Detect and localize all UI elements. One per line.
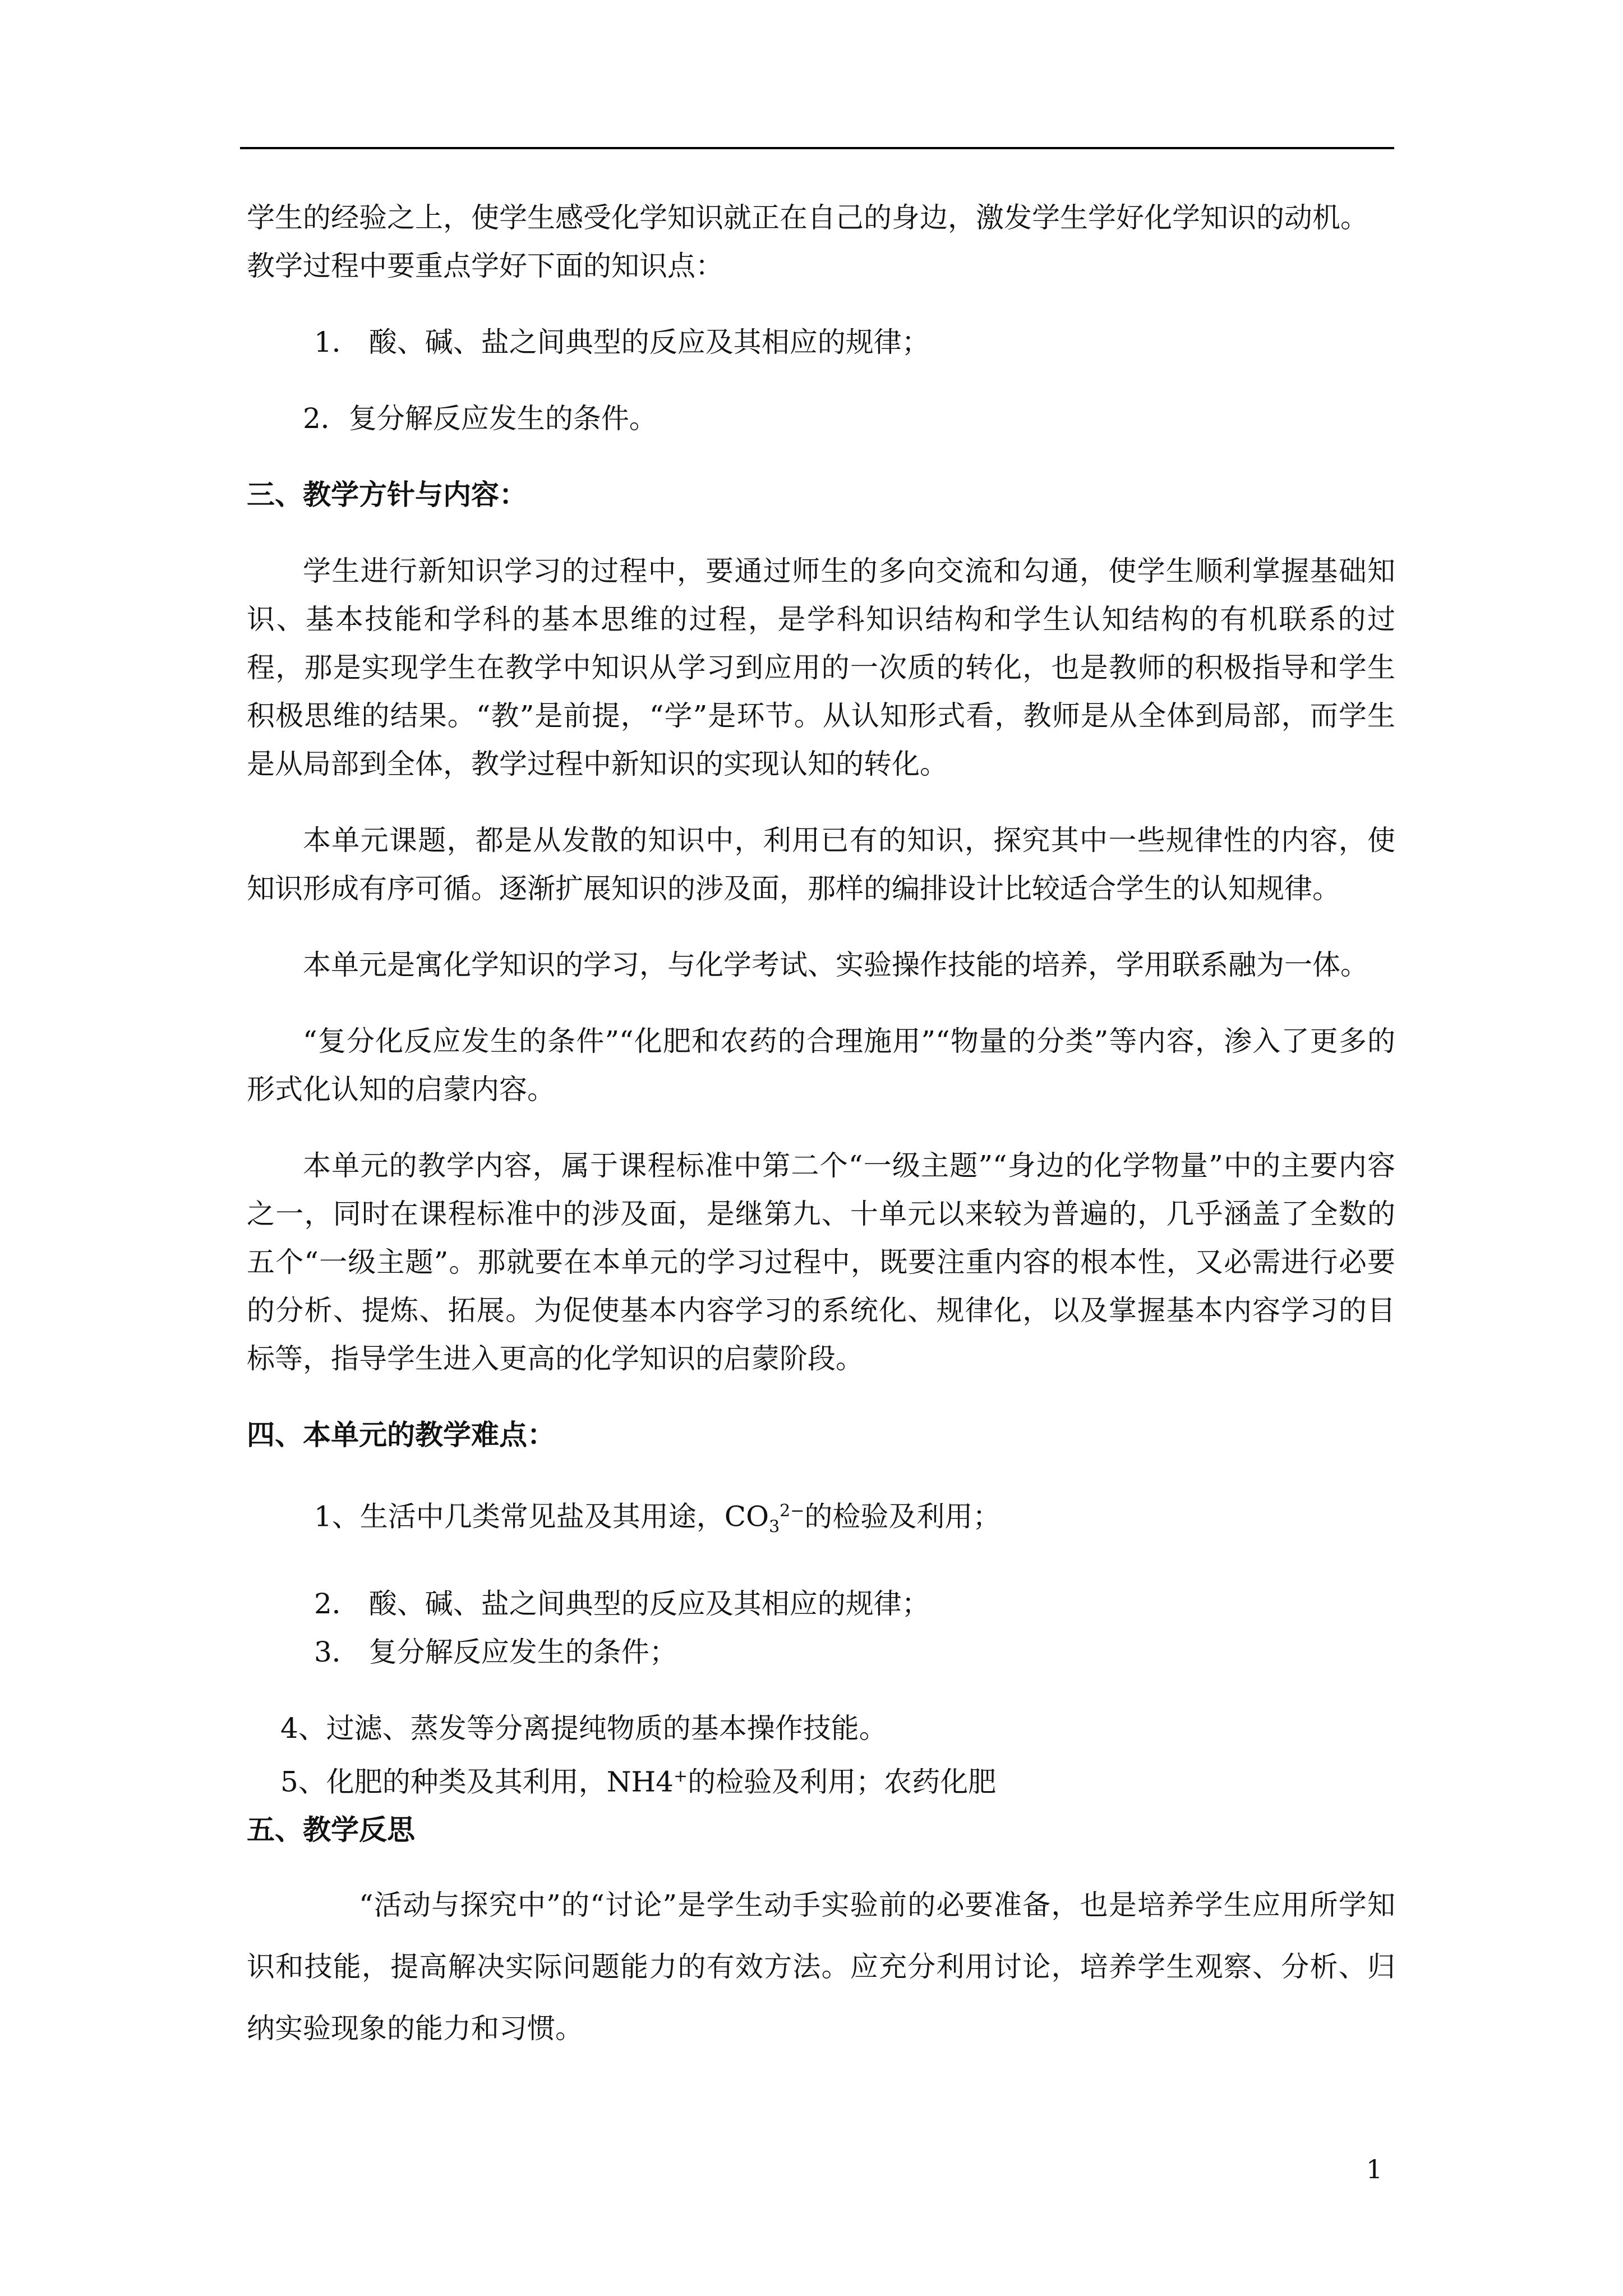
intro-line-1: 学生的经验之上，使学生感受化学知识就正在自己的身边，激发学生学好化学知识的动机。 [247, 201, 1368, 234]
document-body [247, 194, 1395, 2059]
page-number: 1 [1366, 2154, 1383, 2184]
difficulty-item-1: 1、生活中几类常见盐及其用途，$CO_3^{2-}$的检验及利用； [314, 1500, 1001, 1537]
section-3-paragraph-2: 本单元课题，都是从发散的知识中，利用已有的知识，探究其中一些规律性的内容，使知识形成有序可循。逐渐扩展知识的涉及面，那样的编排设计比较适合学生的认知规律。 [247, 824, 1395, 905]
section-3-paragraph-4: “复分化反应发生的条件”“化肥和农药的合理施用”“物量的分类”等内容，渗入了更多的形式化认知的启蒙内容。 [247, 1025, 1395, 1106]
section-5-paragraph: “活动与探究中”的“讨论”是学生动手实验前的必要准备，也是培养学生应用所学知识和技能，提高解决实际问题能力的有效方法。应充分利用讨论，培养学生观察、分析、归纳实验现象的能力和习惯。 [247, 1889, 1395, 2045]
difficulty-item-4: 4、过滤、蒸发等分离提纯物质的基本操作技能。 [280, 1711, 887, 1745]
difficulty-item-5: 5、化肥的种类及其利用，NH4+的检验及利用；农药化肥 [280, 1765, 997, 1798]
section-3-paragraph-1: 学生进行新知识学习的过程中，要通过师生的多向交流和勾通，使学生顺利掌握基础知识、基本技能和学科的基本思维的过程，是学科知识结构和学生认知结构的有机联系的过程，那是实现学生在教学中知识从学习到应用的一次质的转化，也是教师的积极指导和学生积极思维的结果。“教”是前提，“学”是环节。从认知形式看，教师是从全体到局部，而学生是从局部到全体，教学过程中新知识的实现认知的转化。 [247, 555, 1395, 780]
difficulty-item-3: 3． 复分解反应发生的条件； [314, 1635, 677, 1668]
section-3-paragraph-3: 本单元是寓化学知识的学习，与化学考试、实验操作技能的培养，学用联系融为一体。 [303, 949, 1368, 981]
section-3-paragraph-5: 本单元的教学内容，属于课程标准中第二个“一级主题”“身边的化学物量”中的主要内容之一，同时在课程标准中的涉及面，是继第九、十单元以来较为普遍的，几乎涵盖了全数的五个“一级主题”。那就要在本单元的学习过程中，既要注重内容的根本性，又必需进行必要的分析、提炼、拓展。为促使基本内容学习的系统化、规律化，以及掌握基本内容学习的目标等，指导学生进入更高的化学知识的启蒙阶段。 [247, 1149, 1395, 1375]
section-4-heading: 四、本单元的教学难点： [247, 1419, 555, 1451]
intro-line-2: 教学过程中要重点学好下面的知识点： [247, 250, 723, 282]
header-rule [240, 147, 1394, 149]
key-point-1: 1． 酸、碱、盐之间典型的反应及其相应的规律； [314, 326, 930, 358]
section-5-heading: 五、教学反思 [247, 1814, 415, 1847]
key-point-2: 2．复分解反应发生的条件。 [303, 402, 657, 435]
section-3-heading: 三、教学方针与内容： [247, 478, 527, 511]
difficulty-item-2: 2． 酸、碱、盐之间典型的反应及其相应的规律； [314, 1587, 930, 1620]
